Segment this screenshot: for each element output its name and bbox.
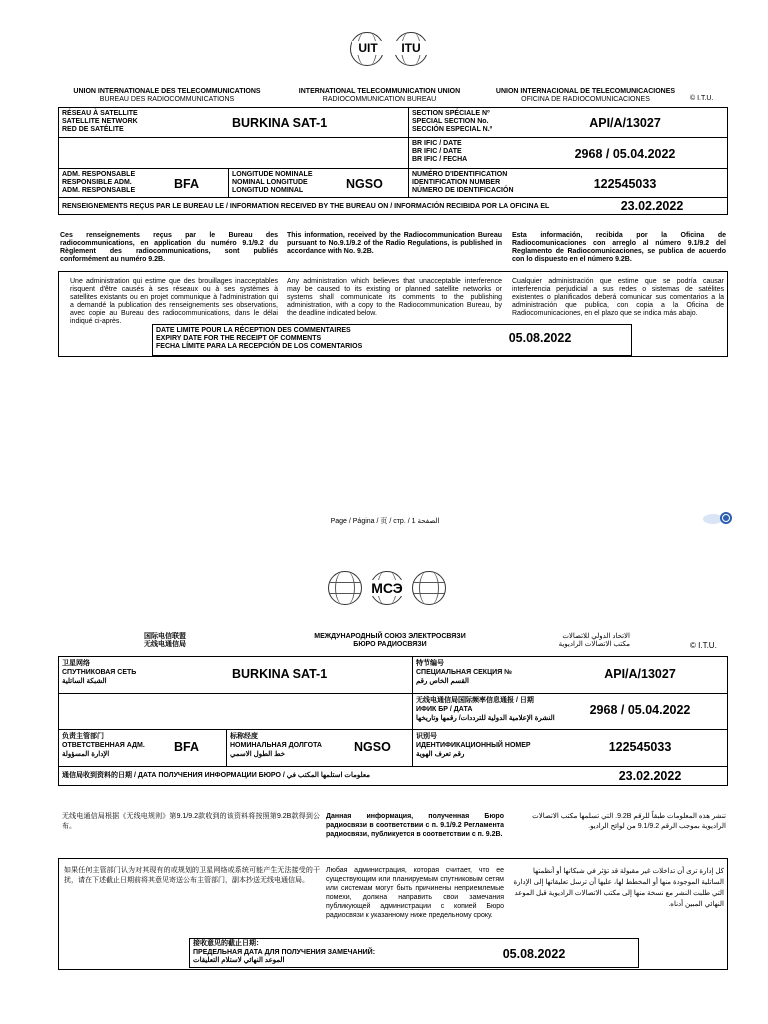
received-label: RENSEIGNEMENTS REÇUS PAR LE BUREAU LE / INFORMATION RECEIVED BY THE BUREAU ON / INFORMACIÓN RECIBIDA POR LA OFICINA EL (62, 203, 550, 210)
longitude-value: NGSO (346, 177, 383, 191)
org-fr-line2: BUREAU DES RADIOCOMMUNICATIONS (99, 96, 235, 103)
bific-value: 2968 / 05.04.2022 (574, 147, 676, 161)
section-value: API/A/13027 (589, 116, 661, 130)
page-footer: Page / Página / 页 / стр. / الصفحة 1 (330, 518, 440, 525)
notice-ru: Любая администрация, которая считает, что ее существующим или планируемым спутниковым сетям или системам могут быть причинены неприемлемые помехи, должна направить свои замечания публикующей администрации с копией Бюро радиосвязи к указанному ниже предельному сроку. (326, 867, 504, 919)
id-value: 122545033 (593, 177, 657, 191)
org-fr (62, 88, 272, 104)
bific-label-2: 无线电通信局国际频率信息通报 / 日期 ИФИК БР / ДАТА النشرة الإعلامية الدولية للترددات/ رقمها وتاريخها (416, 697, 555, 722)
longitude-label-2: 标称经度 НОМИНАЛЬНАЯ ДОЛГОТА خط الطول الاسمي (230, 733, 322, 758)
org-es-line1: UNION INTERNACIONAL DE TELECOMUNICACIONES (495, 88, 676, 95)
id-value-2: 122545033 (608, 740, 672, 754)
deadline-value-2: 05.08.2022 (502, 947, 566, 961)
network-label: RÉSEAU À SATELLITE SATELLITE NETWORK RED DE SATÉLITE (62, 110, 138, 133)
section-label: SECTION SPÉCIALE Nº SPECIAL SECTION No. SECCIÓN ESPECIAL N.º (412, 110, 493, 133)
org-zh-line2: 无线电通信局 (144, 641, 186, 648)
section-value-2: API/A/13027 (604, 667, 676, 681)
globe-arabic-icon (412, 571, 446, 605)
itu-logo (348, 30, 432, 68)
logo-mse-text: МСЭ (368, 580, 406, 596)
deadline-value: 05.08.2022 (508, 331, 572, 345)
longitude-value-2: NGSO (354, 740, 391, 754)
received-value: 23.02.2022 (620, 199, 684, 213)
logo-itu-text: ITU (394, 41, 428, 55)
org-es-line2: OFICINA DE RADIOCOMUNICACIONES (521, 96, 650, 103)
network-label-2: 卫星网络 СПУТНИКОВАЯ СЕТЬ الشبكة الساتلية (62, 660, 137, 685)
info-en: This information, received by the Radiocommunication Bureau pursuant to No.9.1/9.2 of the Radio Regulations, is published in accordance with No. 9.2B. (287, 232, 502, 255)
logo-uit-text: UIT (352, 41, 384, 55)
org-ar (520, 633, 630, 649)
copyright-2: © I.T.U. (690, 641, 717, 650)
org-ar-line1: الاتحاد الدولي للاتصالات (562, 633, 630, 640)
info-ar: تنشر هذه المعلومات طبقاً للرقم 9.2B. التي تسلمها مكتب الاتصالات الراديوية بموجب الرقم 9.1/9.2 من لوائح الراديو. (532, 813, 726, 830)
adm-label-2: 负责主管部门 ОТВЕТСТВЕННАЯ АДМ. الإدارة المسؤولة (62, 733, 145, 758)
adm-value-2: BFA (174, 740, 199, 754)
notice-en: Any administration which believes that unacceptable interference may be caused to its existing or planned satellite networks or systems shall communicate its comments to the publishing administration, with a copy to the Radiocommunication Bureau, by the deadline indicated below. (287, 278, 502, 317)
notice-es: Cualquier administración que estime que se podría causar interferencia perjudicial a sus redes o sistemas de satélites existentes o planificados deberá comunicar sus comentarios a la administración que publica, con copia a la Oficina de Radiocomunicaciones, en el plazo que se indica más abajo. (512, 278, 724, 317)
info-zh: 无线电通信局根据《无线电规则》第9.1/9.2款收到的该资料将按照第9.2B款得到公布。 (62, 813, 320, 830)
deadline-label: DATE LIMITE POUR LA RÉCEPTION DES COMMENTAIRES EXPIRY DATE FOR THE RECEIPT OF COMMENTS FECHA LÍMITE PARA LA RECEPCIÓN DE LOS COMENTARIOS (156, 327, 363, 350)
id-label: NUMÉRO D'IDENTIFICATION IDENTIFICATION NUMBER NÚMERO DE IDENTIFICACIÓN (412, 171, 514, 194)
info-fr: Ces renseignements reçus par le Bureau des radiocommunications, en application du numéro 9.1/9.2 du Règlement des radiocommunications, sont publiés conformément au numéro 9.2B. (60, 232, 278, 263)
org-ru-line1: МЕЖДУНАРОДНЫЙ СОЮЗ ЭЛЕКТРОСВЯЗИ (314, 633, 466, 640)
org-es (488, 88, 683, 104)
org-ru-line2: БЮРО РАДИОСВЯЗИ (353, 641, 427, 648)
network-value: BURKINA SAT-1 (232, 116, 328, 130)
org-ru (290, 633, 490, 649)
info-ru: Данная информация, полученная Бюро радиосвязи в соответствии с п. 9.1/9.2 Регламента радиосвязи, публикуется в соответствии с п. 9.2B. (326, 813, 504, 838)
received-value-2: 23.02.2022 (618, 769, 682, 783)
org-en (282, 88, 477, 104)
notice-ar: كل إدارة ترى أن تداخلات غير مقبولة قد تؤثر في شبكاتها أو أنظمتها الساتلية الموجودة منها أو المخطط لها، عليها أن ترسل تعليقاتها إلى الإدارة التي طلبت النشر مع نسخة منها إلى مكتب الاتصالات الراديوية قبل الموعد النهائي المبين أدناه. (513, 868, 724, 908)
bific-value-2: 2968 / 05.04.2022 (589, 703, 691, 717)
received-label-2: 通信局收到资料的日期 / ДАТА ПОЛУЧЕНИЯ ИНФОРМАЦИИ БЮРО / معلومات استلمها المكتب في (62, 772, 370, 779)
org-en-line1: INTERNATIONAL TELECOMMUNICATION UNION (298, 88, 461, 95)
info-es: Esta información, recibida por la Oficina de Radiocomunicaciones con arreglo al número 9.1/9.2 del Reglamento de Radiocomunicaciones, se publica de acuerdo con lo dispuesto en el número 9.2B. (512, 232, 726, 263)
org-ar-line2: مكتب الاتصالات الراديوية (558, 641, 630, 648)
itu-small-logo-icon (702, 511, 734, 525)
org-zh (120, 633, 210, 649)
network-value-2: BURKINA SAT-1 (232, 667, 328, 681)
section-label-2: 特节编号 СПЕЦИАЛЬНАЯ СЕКЦИЯ № القسم الخاص رقم (416, 660, 512, 685)
org-en-line2: RADIOCOMMUNICATION BUREAU (322, 96, 437, 103)
mse-logo (326, 568, 452, 608)
adm-value: BFA (174, 177, 199, 191)
notice-fr: Une administration qui estime que des brouillages inacceptables risquent d'être causés à ses réseaux ou à ses systèmes à satellites existants ou en projet communique à l'administration qui a demandé la publication des renseignements ses observations, avec copie au Bureau des radiocommunications, dans le délai indiqué ci-après. (70, 278, 278, 325)
bific-label: BR IFIC / DATE BR IFIC / DATE BR IFIC / FECHA (412, 140, 468, 163)
org-fr-line1: UNION INTERNATIONALE DES TELECOMMUNICATIONS (73, 88, 261, 95)
notice-zh: 如果任何主管部门认为对其现有的或规划的卫星网络或系统可能产生无法接受的干扰，请在下述截止日期前将其意见寄送公布主管部门，副本抄送无线电通信局。 (64, 867, 320, 884)
globe-chinese-icon (328, 571, 362, 605)
adm-label: ADM. RESPONSABLE RESPONSIBLE ADM. ADM. RESPONSABLE (62, 171, 136, 194)
org-zh-line1: 国际电信联盟 (144, 633, 186, 640)
deadline-label-2: 接收意见的截止日期： ПРЕДЕЛЬНАЯ ДАТА ДЛЯ ПОЛУЧЕНИЯ ЗАМЕЧАНИЙ: الموعد النهائي لاستلام التعليقات (193, 940, 376, 964)
id-label-2: 识别号 ИДЕНТИФИКАЦИОННЫЙ НОМЕР رقم تعرف الهوية (416, 733, 531, 758)
longitude-label: LONGITUDE NOMINALE NOMINAL LONGITUDE LONGITUD NOMINAL (232, 171, 313, 194)
copyright: © I.T.U. (690, 95, 714, 102)
